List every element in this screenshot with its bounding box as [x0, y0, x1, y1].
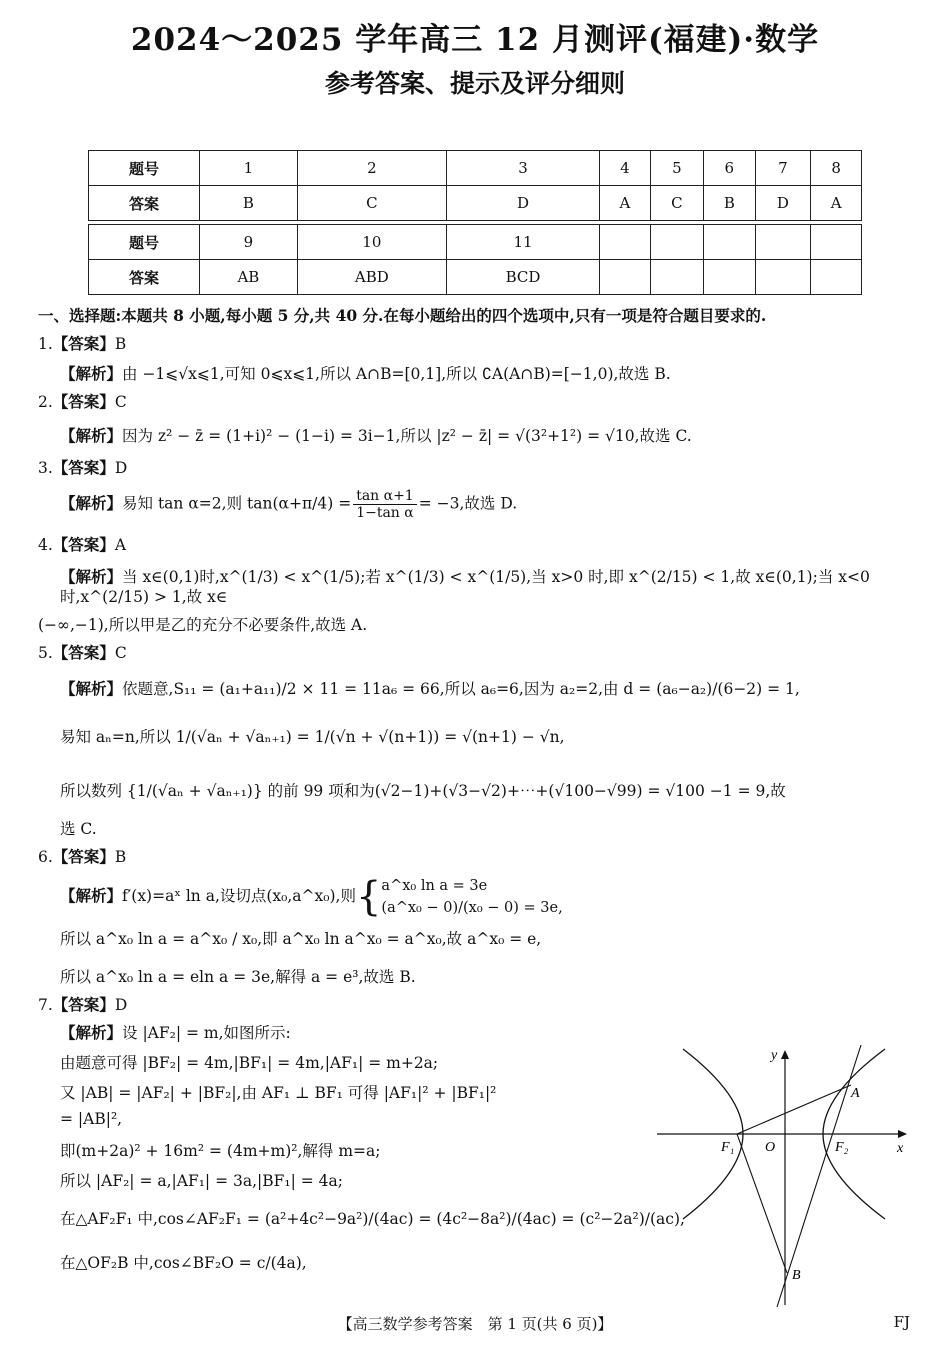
question-number: 3.	[38, 459, 53, 477]
answer-value: B	[114, 848, 127, 866]
equation-system	[381, 875, 562, 919]
segment-f1-b	[737, 1134, 787, 1273]
question-number: 5.	[38, 644, 53, 662]
analysis-label: 【解析】	[60, 364, 123, 383]
answer-label: 【答案】	[52, 392, 115, 411]
analysis-text: 设 |AF₂| = m,如图所示:	[122, 1024, 291, 1042]
table-cell: 7	[755, 151, 811, 186]
question-1	[38, 334, 918, 384]
analysis-text: 在△AF₂F₁ 中,cos∠AF₂F₁ = (a²+4c²−9a²)/(4ac) = (4c²−8a²)/(4ac) = (c²−2a²)/(ac),	[60, 1210, 685, 1228]
footer-page-info: 【高三数学参考答案 第 1 页(共 6 页)】	[337, 1315, 613, 1333]
question-number: 7.	[38, 996, 53, 1014]
table-cell	[811, 260, 862, 295]
analysis-text: = |AB|²,	[60, 1110, 123, 1128]
question-6	[38, 847, 918, 987]
answer-label: 【答案】	[52, 458, 115, 477]
analysis-text: 选 C.	[60, 820, 97, 838]
question-2	[38, 392, 918, 446]
analysis-text: 易知 aₙ=n,所以 1/(√aₙ + √aₙ₊₁) = 1/(√n + √(n+1)) = √(n+1) − √n,	[60, 728, 565, 746]
question-number: 6.	[38, 848, 53, 866]
table-cell: 9	[200, 225, 298, 260]
table-cell: ABD	[297, 260, 446, 295]
label-o: O	[765, 1140, 776, 1155]
table-cell: AB	[200, 260, 298, 295]
row-label-answer: 答案	[89, 260, 200, 295]
row-label-answer: 答案	[89, 186, 200, 221]
analysis-text: = −3,故选 D.	[418, 494, 518, 513]
numerator: tan α+1	[356, 488, 414, 504]
analysis-label: 【解析】	[60, 426, 123, 445]
row-label-question: 题号	[89, 151, 200, 186]
analysis-label: 【解析】	[60, 1023, 123, 1042]
table-cell: 6	[704, 151, 755, 186]
fraction	[353, 488, 417, 521]
analysis-text: 依题意,S₁₁ = (a₁+a₁₁)/2 × 11 = 11a₆ = 66,所以 a₆=6,因为 a₂=2,由 d = (a₆−a₂)/(6−2) = 1,	[122, 680, 800, 698]
analysis-text: 在△OF₂B 中,cos∠BF₂O = c/(4a),	[60, 1254, 307, 1272]
analysis-label: 【解析】	[60, 493, 123, 513]
table-cell	[600, 225, 651, 260]
table-cell: 1	[200, 151, 298, 186]
analysis-text: 又 |AB| = |AF₂| + |BF₂|,由 AF₁ ⊥ BF₁ 可得 |AF₁|² + |BF₁|²	[60, 1084, 497, 1102]
label-y: y	[771, 1048, 778, 1063]
segment-f1-a	[737, 1085, 851, 1134]
analysis-text: 由题意可得 |BF₂| = 4m,|BF₁| = 4m,|AF₁| = m+2a;	[60, 1054, 439, 1072]
analysis-text: 所以数列 {1/(√aₙ + √aₙ₊₁)} 的前 99 项和为(√2−1)+(√3−√2)+⋯+(√100−√99) = √100 −1 = 9,故	[60, 782, 786, 800]
table-cell: 3	[446, 151, 599, 186]
answer-value: A	[114, 536, 127, 554]
analysis-text: 所以 a^x₀ ln a = eln a = 3e,解得 a = e³,故选 B.	[60, 968, 416, 986]
question-3	[38, 458, 918, 521]
table-cell	[704, 260, 755, 295]
analysis-text: 即(m+2a)² + 16m² = (4m+m)²,解得 m=a;	[60, 1142, 381, 1160]
table-cell: D	[755, 186, 811, 221]
analysis-text: 当 x∈(0,1)时,x^(1/3) < x^(1/5);若 x^(1/3) < x^(1/5),当 x>0 时,即 x^(2/15) < 1,故 x∈(0,1);当 x<0 时,x^(2/15) > 1,故 x∈	[60, 568, 870, 606]
hyperbola-figure	[655, 1045, 910, 1310]
analysis-text: f′(x)=aˣ ln a,设切点(x₀,a^x₀),则	[122, 887, 356, 905]
table-cell	[704, 225, 755, 260]
question-number: 2.	[38, 393, 53, 411]
brace: {	[355, 874, 382, 920]
answer-value: C	[114, 644, 127, 662]
table-cell: B	[704, 186, 755, 221]
table-cell: BCD	[446, 260, 599, 295]
table-row	[89, 225, 862, 260]
label-f1: F₁	[721, 1140, 735, 1155]
table-cell	[811, 225, 862, 260]
table-cell: 2	[297, 151, 446, 186]
section-heading: 一、选择题:本题共 8 小题,每小题 5 分,共 40 分.在每小题给出的四个选项中,只有一项是符合题目要求的.	[38, 306, 767, 325]
analysis-label: 【解析】	[60, 567, 123, 586]
answer-value: C	[114, 393, 127, 411]
table-cell	[650, 260, 703, 295]
question-4	[38, 535, 918, 635]
label-x: x	[897, 1141, 904, 1156]
table-cell: 4	[600, 151, 651, 186]
table-cell: C	[650, 186, 703, 221]
answer-value: D	[114, 996, 128, 1014]
label-b: B	[792, 1268, 801, 1283]
answer-label: 【答案】	[52, 535, 115, 554]
analysis-text: 由 −1⩽√x⩽1,可知 0⩽x⩽1,所以 A∩B=[0,1],所以 ∁A(A∩B)=[−1,0),故选 B.	[122, 365, 671, 383]
analysis-text: 易知 tan α=2,则 tan(α+π/4) =	[122, 494, 352, 513]
table-cell: A	[600, 186, 651, 221]
y-axis-arrow-icon	[781, 1050, 789, 1059]
table-cell: 5	[650, 151, 703, 186]
analysis-text: 所以 |AF₂| = a,|AF₁| = 3a,|BF₁| = 4a;	[60, 1172, 343, 1190]
answer-table	[88, 150, 862, 295]
row-label-question: 题号	[89, 225, 200, 260]
analysis-label: 【解析】	[60, 679, 123, 698]
page-title: 2024～2025 学年高三 12 月测评(福建)·数学	[130, 22, 820, 58]
analysis-label: 【解析】	[60, 886, 123, 905]
equation: (a^x₀ − 0)/(x₀ − 0) = 3e,	[381, 900, 563, 916]
question-number: 4.	[38, 536, 53, 554]
page-subtitle: 参考答案、提示及评分细则	[324, 69, 625, 98]
answer-label: 【答案】	[52, 995, 115, 1014]
table-cell: 11	[446, 225, 599, 260]
question-number: 1.	[38, 335, 53, 353]
answer-value: B	[114, 335, 127, 353]
table-cell: A	[811, 186, 862, 221]
answer-label: 【答案】	[52, 643, 115, 662]
answer-value: D	[114, 459, 128, 477]
equation: a^x₀ ln a = 3e	[381, 878, 488, 894]
table-cell	[600, 260, 651, 295]
table-cell: C	[297, 186, 446, 221]
label-a: A	[851, 1086, 860, 1101]
table-row	[89, 151, 862, 186]
denominator: 1−tan α	[353, 504, 417, 521]
table-cell: D	[446, 186, 599, 221]
footer-region-code: FJ	[893, 1313, 910, 1331]
answer-label: 【答案】	[52, 334, 115, 353]
question-5	[38, 643, 918, 839]
table-cell: 8	[811, 151, 862, 186]
analysis-text: (−∞,−1),所以甲是乙的充分不必要条件,故选 A.	[38, 616, 368, 634]
answer-label: 【答案】	[52, 847, 115, 866]
analysis-text: 所以 a^x₀ ln a = a^x₀ / x₀,即 a^x₀ ln a^x₀ = a^x₀,故 a^x₀ = e,	[60, 930, 542, 948]
label-f2: F₂	[835, 1140, 849, 1155]
analysis-text: 因为 z² − z̄ = (1+i)² − (1−i) = 3i−1,所以 |z² − z̄| = √(3²+1²) = √10,故选 C.	[122, 427, 692, 445]
table-cell	[650, 225, 703, 260]
table-row	[89, 260, 862, 295]
table-cell	[755, 225, 811, 260]
table-cell: B	[200, 186, 298, 221]
x-axis-arrow-icon	[898, 1130, 907, 1138]
table-row	[89, 186, 862, 221]
line-a-b	[777, 1045, 861, 1307]
table-cell: 10	[297, 225, 446, 260]
table-cell	[755, 260, 811, 295]
